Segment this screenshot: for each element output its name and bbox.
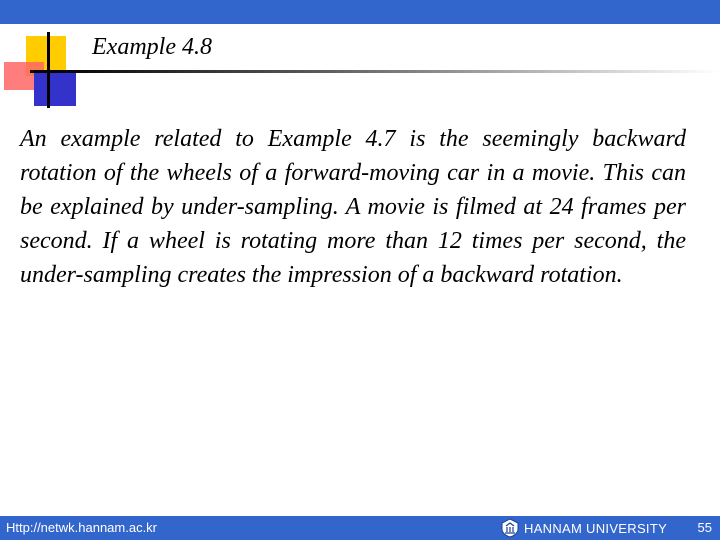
slide-title: Example 4.8 — [92, 34, 212, 60]
title-underline — [50, 70, 720, 73]
footer-university — [500, 516, 667, 540]
decor-blue-square — [34, 70, 76, 106]
footer-url: Http://netwk.hannam.ac.kr — [6, 520, 158, 535]
page-number: 55 — [697, 520, 712, 535]
slide-body-text: An example related to Example 4.7 is the seemingly backward rotation of the wheels of a forward-moving car in a movie. This can be explained by under-sampling. A movie is filmed at 24 frames per second. If a wheel is rotating more than 12 times per second, the under-sampling creates the impression of a backward rotation. — [20, 126, 686, 288]
footer-bar — [0, 516, 720, 540]
top-bar — [0, 0, 720, 24]
university-emblem-icon — [500, 518, 520, 538]
university-name: HANNAM UNIVERSITY — [524, 520, 668, 536]
